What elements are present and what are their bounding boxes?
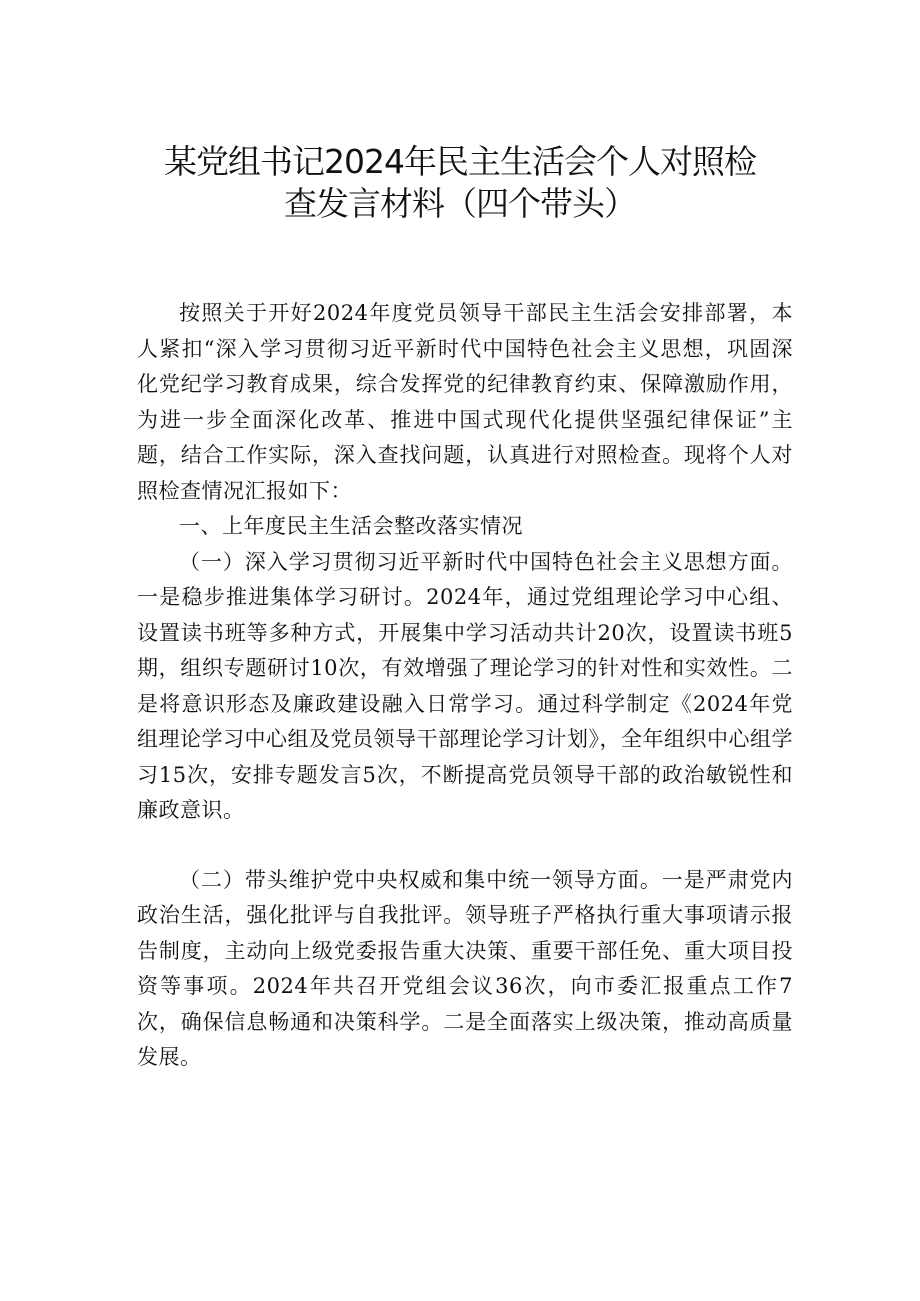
paragraph-study: （一）深入学习贯彻习近平新时代中国特色社会主义思想方面。一是稳步推进集体学习研讨。2024年，通过党组理论学习中心组、设置读书班等多种方式，开展集中学习活动共计20次，设置读书班5期，组织专题研讨10次，有效增强了理论学习的针对性和实效性。二是将意识形态及廉政建设融入日常学习。通过科学制定《2024年党组理论学习中心组及党员领导干部理论学习计划》，全年组织中心组学习15次，安排专题发言5次，不断提高党员领导干部的政治敏锐性和廉政意识。 xyxy=(137,549,793,822)
document-title-line-1: 某党组书记2024年民主生活会个人对照检 xyxy=(164,142,756,181)
document-title-line-2: 查发言材料（四个带头） xyxy=(284,184,636,223)
paragraph-spacer xyxy=(137,829,793,863)
intro-paragraph: 按照关于开好2024年度党员领导干部民主生活会安排部署，本人紧扣“深入学习贯彻习近平新时代中国特色社会主义思想，巩固深化党纪学习教育成果，综合发挥党的纪律教育约束、保障激励作用，为进一步全面深化改革、推进中国式现代化提供坚强纪律保证”主题，结合工作实际，深入查找问题，认真进行对照检查。现将个人对照检查情况汇报如下： xyxy=(137,301,793,503)
document-body xyxy=(137,296,793,1076)
section-heading: 一、上年度民主生活会整改落实情况 xyxy=(179,514,523,538)
paragraph-leadership: （二）带头维护党中央权威和集中统一领导方面。一是严肃党内政治生活，强化批评与自我批评。领导班子严格执行重大事项请示报告制度，主动向上级党委报告重大决策、重要干部任免、重大项目投资等事项。2024年共召开党组会议36次，向市委汇报重点工作7次，确保信息畅通和决策科学。二是全面落实上级决策，推动高质量发展。 xyxy=(137,867,793,1069)
